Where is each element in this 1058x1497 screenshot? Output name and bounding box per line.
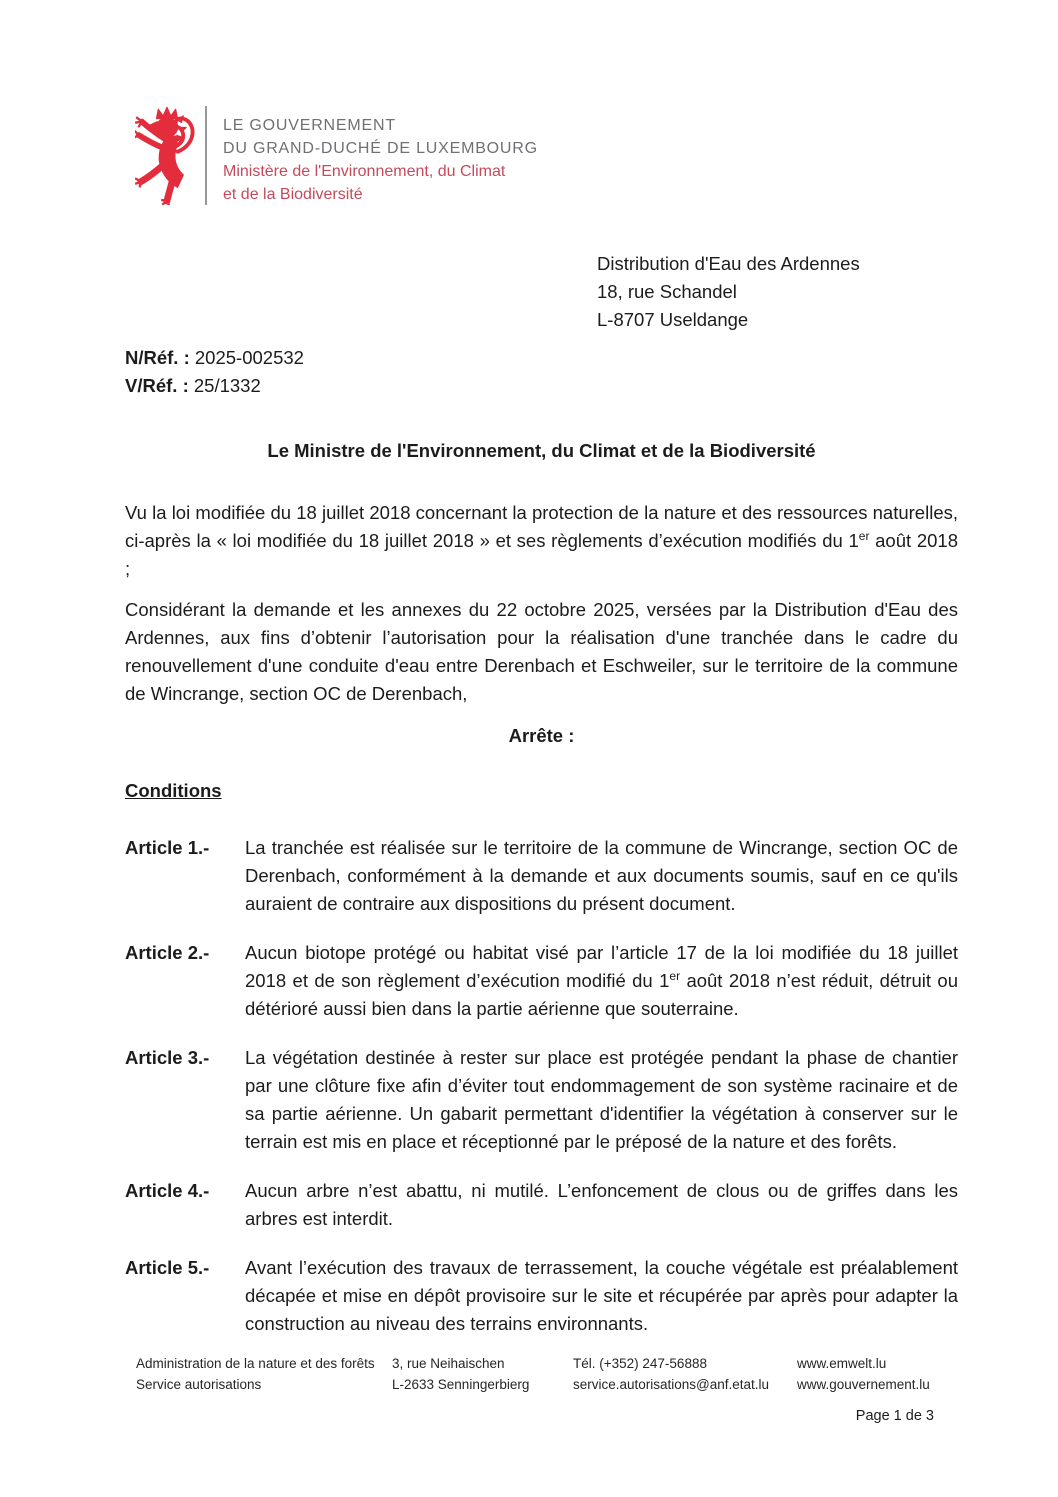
reference-your-value: 25/1332 [193,375,261,396]
footer-admin-line1: Administration de la nature et des forêts [136,1356,375,1371]
footer-column-contact [573,1353,797,1395]
article-label: Article 4.- [125,1180,210,1201]
article-text: Aucun biotope protégé ou habitat visé par l’article 17 de la loi modifiée du 18 juillet 2018 et de son règlement d’exécution modifié du 1 [245,942,958,991]
preamble-paragraph-vu [125,499,958,583]
reference-our [125,344,304,372]
superscript-er: er [669,968,681,983]
decree-heading: Arrête : [508,725,575,746]
document-title: Le Ministre de l'Environnement, du Climat et de la Biodiversité [267,440,816,461]
paragraph-text: Vu la loi modifiée du 18 juillet 2018 concernant la protection de la nature et des ressources naturelles, ci-après la « loi modifiée du 18 juillet 2018 » et ses règlements d’exécution modifiés du 1 [125,502,958,551]
reference-block [125,344,304,400]
article-text: août 2018 n’est réduit, détruit ou détérioré aussi bien dans la partie aérienne que souterraine. [245,970,958,1019]
paragraph-text: août 2018 ; [125,530,958,579]
article-row-4 [125,1177,958,1233]
footer-street: 3, rue Neihaischen [392,1356,505,1371]
footer-website-emwelt: www.emwelt.lu [797,1356,887,1371]
footer-column-address [392,1353,573,1395]
government-name-line1: LE GOUVERNEMENT [223,117,396,134]
government-name-line2: DU GRAND-DUCHÉ DE LUXEMBOURG [223,140,538,157]
reference-our-value: 2025-002532 [194,347,304,368]
luxembourg-lion-icon [135,106,197,205]
article-text: Avant l’exécution des travaux de terrassement, la couche végétale est préalablement décapée et mise en dépôt provisoire sur le site et récupérée par après pour adapter la construction au niveau des terrains environnants. [245,1257,958,1334]
superscript-er: er [858,528,870,543]
brand-divider [205,106,207,205]
page-footer [136,1353,958,1395]
footer-column-administration [136,1353,392,1395]
footer-admin-line2: Service autorisations [136,1377,262,1392]
footer-city: L-2633 Senningerbierg [392,1377,530,1392]
recipient-address [597,250,860,334]
article-row-3 [125,1044,958,1156]
reference-your [125,372,304,400]
article-text: La tranchée est réalisée sur le territoire de la commune de Wincrange, section OC de Derenbach, conformément à la demande et aux documents soumis, sauf en ce qu'ils auraient de contraire aux dispositions du présent document. [245,837,958,914]
article-label: Article 3.- [125,1047,210,1068]
article-row-5 [125,1254,958,1338]
footer-phone: Tél. (+352) 247-56888 [573,1356,707,1371]
footer-email: service.autorisations@anf.etat.lu [573,1377,770,1392]
recipient-city: L-8707 Useldange [597,309,749,330]
article-body [245,1254,958,1338]
article-label: Article 2.- [125,942,210,963]
brand-text [223,106,538,206]
ministry-name-line2: et de la Biodiversité [223,186,363,203]
recipient-street: 18, rue Schandel [597,281,737,302]
article-text: La végétation destinée à rester sur place est protégée pendant la phase de chantier par une clôture fixe afin d’éviter tout endommagement de son système racinaire et de sa partie aérienne. Un gabarit permettant d'identifier la végétation à conserver sur le terrain est mis en place et réceptionné par le préposé de la nature et des forêts. [245,1047,958,1152]
reference-your-label: V/Réf. : [125,375,189,396]
article-label: Article 1.- [125,837,210,858]
article-row-1 [125,834,958,918]
page-number: Page 1 de 3 [855,1408,934,1424]
conditions-heading: Conditions [125,780,222,801]
ministry-name-line1: Ministère de l'Environnement, du Climat [223,163,506,180]
article-label: Article 5.- [125,1257,210,1278]
preamble-paragraph-considerant [125,596,958,708]
article-body [245,1044,958,1156]
article-body [245,939,958,1023]
article-body [245,1177,958,1233]
paragraph-text: Considérant la demande et les annexes du 22 octobre 2025, versées par la Distribution d'Eau des Ardennes, aux fins d’obtenir l’autorisation pour la réalisation d'une tranchée dans le cadre du renouvellement d'une conduite d'eau entre Derenbach et Eschweiler, sur le territoire de la commune de Wincrange, section OC de Derenbach, [125,599,958,704]
footer-website-gouvernement: www.gouvernement.lu [797,1377,930,1392]
document-body [125,437,958,1359]
footer-column-websites [797,1353,958,1395]
government-brand-header [135,106,538,206]
article-row-2 [125,939,958,1023]
recipient-name: Distribution d'Eau des Ardennes [597,253,860,274]
article-body [245,834,958,918]
reference-our-label: N/Réf. : [125,347,190,368]
article-text: Aucun arbre n’est abattu, ni mutilé. L’enfoncement de clous ou de griffes dans les arbres est interdit. [245,1180,958,1229]
